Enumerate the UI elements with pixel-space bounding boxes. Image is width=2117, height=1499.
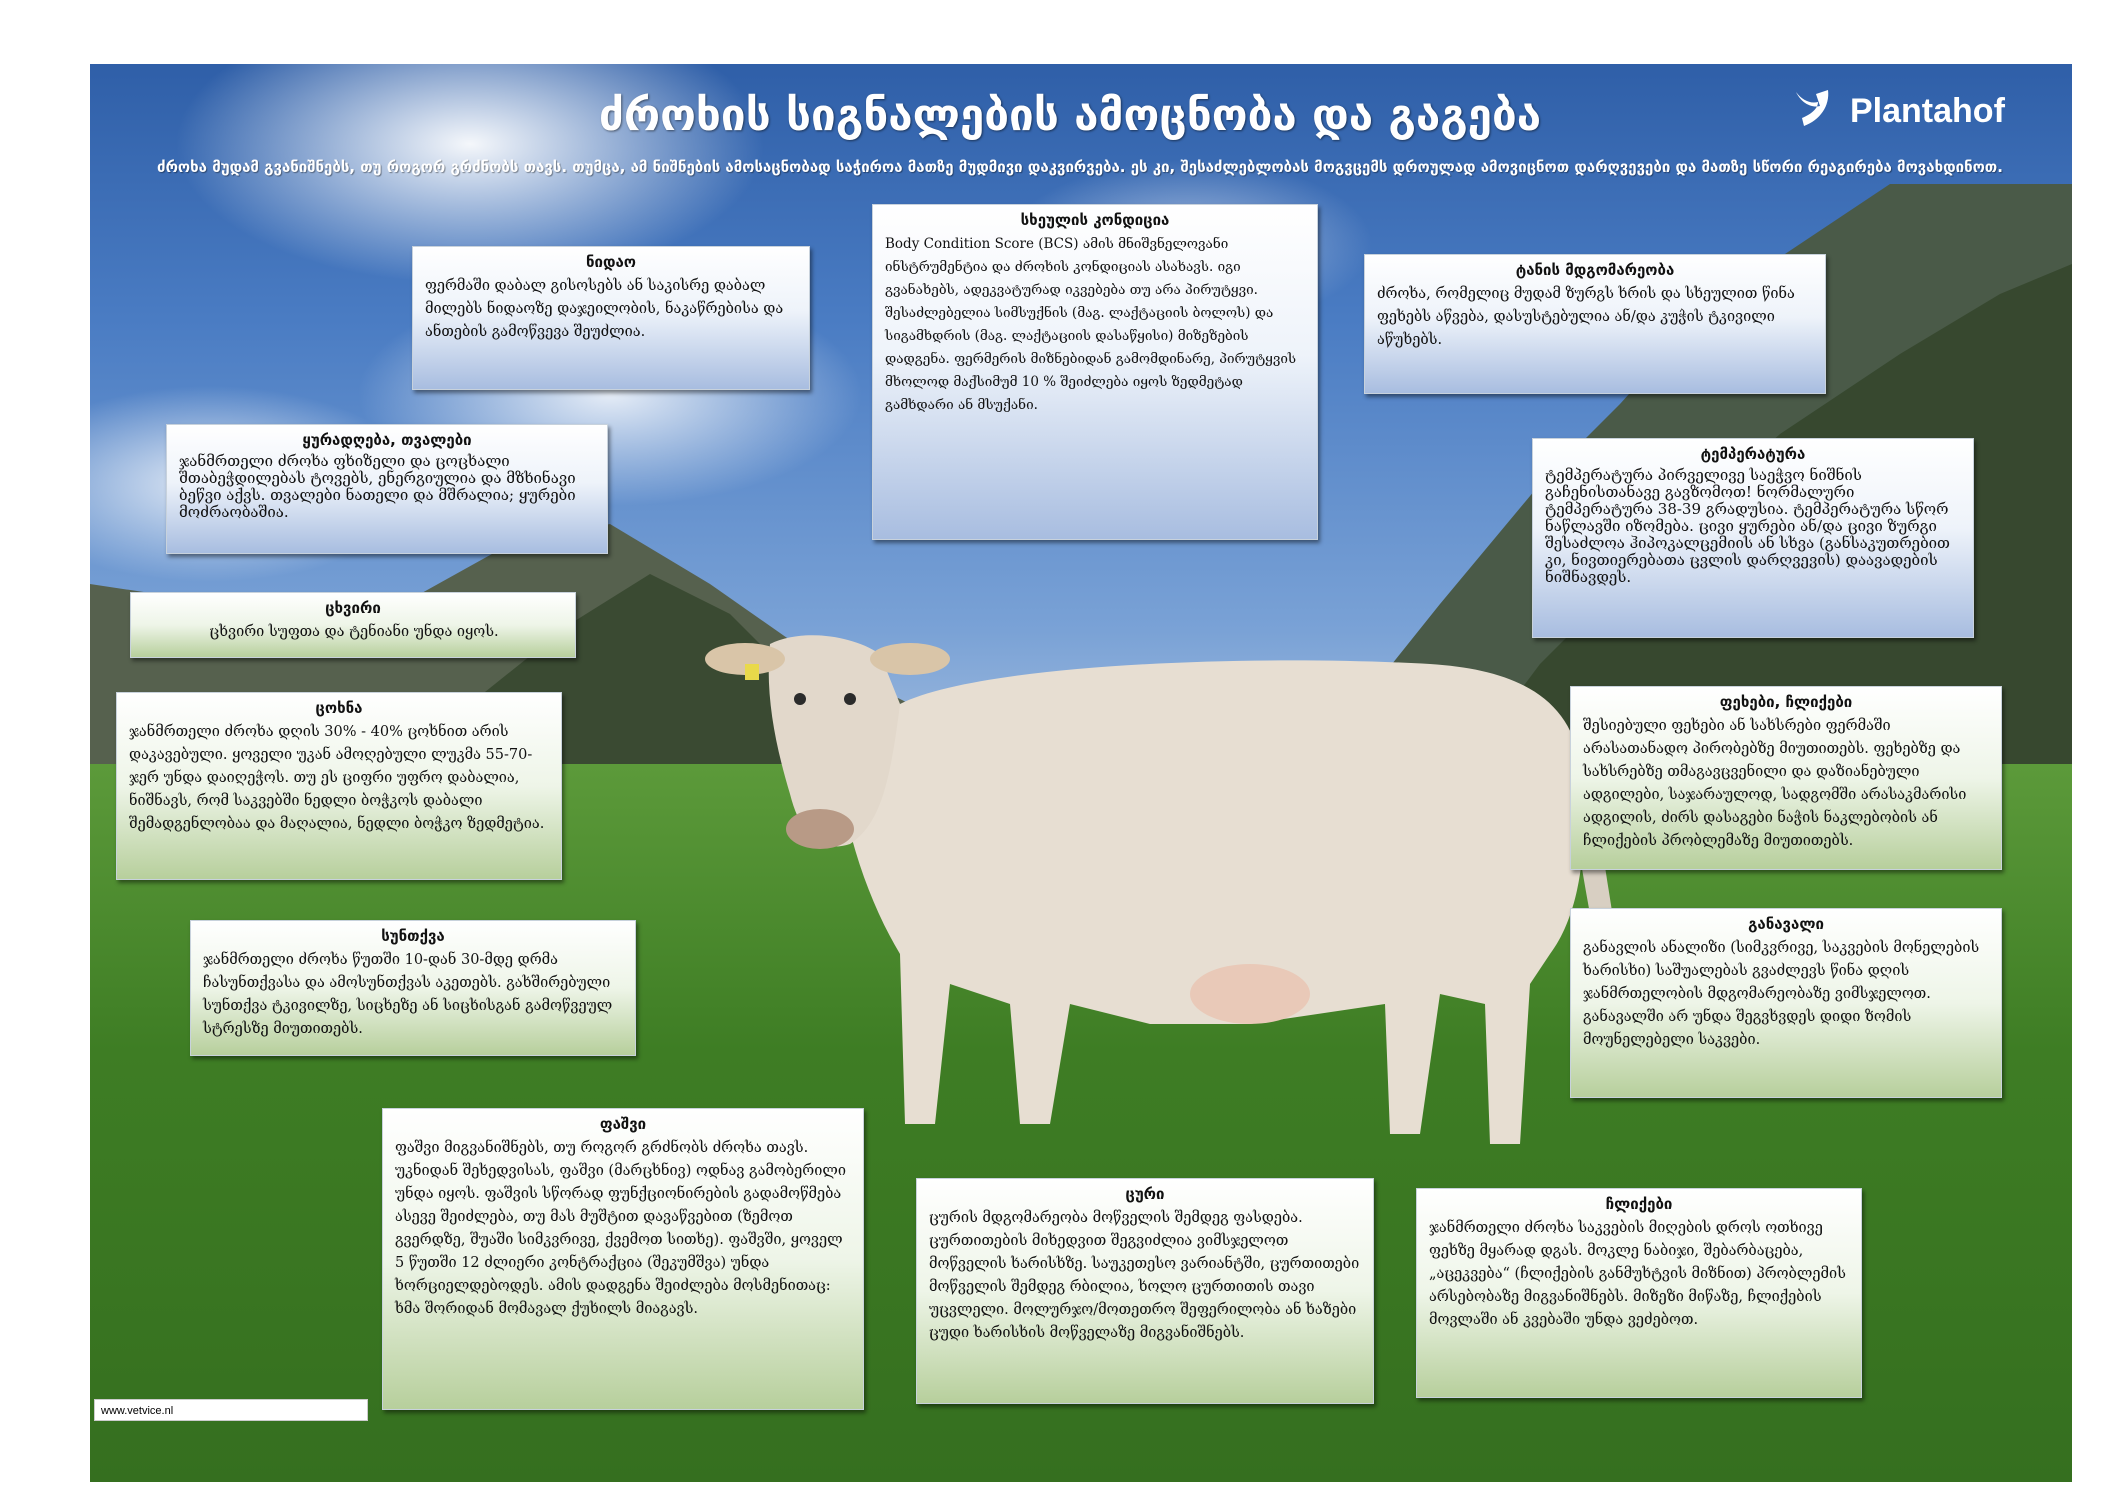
section-bedding: [412, 246, 810, 390]
section-nose: [130, 592, 576, 658]
section-breathing-title: სუნთქვა: [381, 927, 445, 945]
plantahof-logo: [1790, 82, 2030, 142]
section-udder-text: ცურის მდგომარეობა მოწველის შემდეგ ფასდება. ცურთითების მიხედვით შეგვიძლია ვიმსჯელოთ მოწველის ხარისხზე. საუკეთესო ვარიანტში, ცურთითები მოწველის შემდეგ რბილია, ხოლო ცურთითის თავი უცვლელი. მოლურჯო/მოთეთრო შეფერილობა ან ხაზები ცუდი ხარისხის მოწველაზე მიგვანიშნებს.: [929, 1210, 1360, 1341]
section-hooves-title: ჩლიქები: [1605, 1195, 1673, 1213]
section-temperature-title: ტემპერატურა: [1700, 445, 1806, 463]
cow-illustration: [650, 624, 1690, 1184]
section-breathing-text: ჯანმრთელი ძროხა წუთში 10-დან 30-მდე დრმა ჩასუნთქვასა და ამოსუნთქვას აკეთებს. გახშირებული სუნთქვა ტკივილზე, სიცხეზე ან სიცხისგან გამოწვეულ სტრესზე მიუთითებს.: [203, 952, 613, 1037]
section-body-posture: [1364, 254, 1826, 394]
section-body-condition-text: Body Condition Score (BCS) ამის მნიშვნელოვანი ინსტრუმენტია და ძროხის კონდიციას ასახავს. იგი გვანახებს, ადეკვატურად იკვებება თუ არა პირუტყვი. შესაძლებელია სიმსუქნის (მაგ. ლაქტაციის ბოლოს) და სიგამხდრის (მაგ. ლაქტაციის დასაწყისი) მიზეზების დადგენა. ფერმერის მიზნებიდან გამომდინარე, პირუტყვის მხოლოდ მაქსიმუმ 10 % შეიძლება იყოს ზედმეტად გამხდარი ან მსუქანი.: [885, 236, 1297, 413]
section-hooves: [1416, 1188, 1862, 1398]
section-rumen-fill: [382, 1108, 864, 1410]
poster-background: [90, 64, 2072, 1482]
section-bedding-title: ნიდაო: [585, 253, 637, 271]
section-rumen: [116, 692, 562, 880]
plantahof-logo-icon: [1790, 86, 1840, 136]
section-feet-joints-title: ფეხები, ჩლიქები: [1719, 693, 1853, 711]
section-attention-eyes-title: ყურადღება, თვალები: [302, 431, 472, 449]
section-body-posture-text: ძროხა, რომელიც მუდამ ზურგს ხრის და სხეულით წინა ფეხებს აწვება, დასუსტებულია ან/და კუჭის ტკივილი აწუხებს.: [1377, 286, 1795, 348]
logo-name: Plantahof: [1850, 92, 2005, 130]
section-bedding-text: ფერმაში დაბალ გისოსებს ან საკისრე დაბალ მილებს ნიდაოზე დაჯეილობის, ნაკაწრებისა და ანთების გამოწვევა შეუძლია.: [425, 278, 784, 340]
section-rumen-fill-title: ფაშვი: [599, 1115, 647, 1133]
section-nose-text: ცხვირი სუფთა და ტენიანი უნდა იყოს.: [209, 624, 499, 640]
footer-source: www.vetvice.nl: [94, 1399, 368, 1421]
section-nose-title: ცხვირი: [325, 599, 381, 617]
section-manure: [1570, 908, 2002, 1098]
section-temperature-text: ტემპერატურა პირველივე საეჭვო ნიშნის გაჩენისთანავე გავზომოთ! ნორმალური ტემპერატურა 38-39 გრადუსია. ტემპერატურა სწორ ნაწლავში იზომება. ცივი ყურები ან/და ცივი ზურგი შესაძლოა ჰიპოკალცემიის ან სხვა (განსაკუთრებით კი, ნივთიერებათა ცვლის დარღვევის) დაავადების ნიშნავდეს.: [1545, 466, 1950, 586]
section-attention-eyes: [166, 424, 608, 554]
section-hooves-text: ჯანმრთელი ძროხა საკვების მიღების დროს ოთხივე ფეხზე მყარად დგას. მოკლე ნაბიჯი, შებარბაცება, „აცეკვება“ (ჩლიქების განმუხტვის მიზნით) პრობლემის არსებობაზე მიგვანიშნებს. მიზეზი მიწაზე, ჩლიქების მოვლაში ან კვებაში უნდა ვეძებოთ.: [1429, 1220, 1846, 1328]
poster-title: ძროხის სიგნალების ამოცნობა და გაგება: [598, 90, 1542, 141]
section-rumen-title: ცოხნა: [315, 699, 363, 717]
section-manure-text: განავლის ანალიზი (სიმკვრივე, საკვების მონელების ხარისხი) საშუალებას გვაძლევს წინა დღის ჯანმრთელობის მდგომარეობაზე ვიმსჯელოთ. განავალში არ უნდა შეგვხვდეს დიდი ზომის მოუნელებელი საკვები.: [1583, 940, 1980, 1048]
section-feet-joints: [1570, 686, 2002, 870]
section-udder: [916, 1178, 1374, 1404]
section-rumen-fill-text: ფაშვი მიგვანიშნებს, თუ როგორ გრძნობს ძროხა თავს. უკნიდან შეხედვისას, ფაშვი (მარცხნივ) ოდნავ გამობერილი უნდა იყოს. ფაშვის სწორად ფუნქციონირების გადამოწმება ასევე შეიძლება, თუ მას მუშტით დავაწვებით (ზემოთ გვერდზე, შუაში სიმკვრივე, ქვემოთ სითხე). ფაშვში, ყოველ 5 წუთში 12 ძლიერი კონტრაქცია (შეკუმშვა) უნდა ხორციელდებოდეს. ამის დადგენა შეიძლება მოსმენითაც: ხმა შორიდან მომავალ ქუხილს მიაგავს.: [395, 1140, 846, 1317]
section-body-condition-title: სხეულის კონდიცია: [1020, 211, 1170, 229]
section-temperature: [1532, 438, 1974, 638]
section-manure-title: განავალი: [1748, 915, 1824, 933]
section-body-posture-title: ტანის მდგომარეობა: [1515, 261, 1675, 279]
section-body-condition: [872, 204, 1318, 540]
section-feet-joints-text: შესიებული ფეხები ან სახსრები ფერმაში არასათანადო პირობებზე მიუთითებს. ფეხებზე და სახსრებზე თმაგავცვენილი და დაზიანებული ადგილები, საჯარაულოდ, სადგომში არასაკმარისი ადგილის, ძირს დასაგები ნაჭის ნაკლებობის ან ჩლიქების პრობლემაზე მიუთითებს.: [1583, 718, 1967, 849]
section-udder-title: ცური: [1125, 1185, 1165, 1203]
section-breathing: [190, 920, 636, 1056]
section-rumen-text: ჯანმრთელი ძროხა დღის 30% - 40% ცოხნით არის დაკავებული. ყოველი უკან ამოღებული ლუკმა 55-70-ჯერ უნდა დაიღეჭოს. თუ ეს ციფრი უფრო დაბალია, ნიშნავს, რომ საკვებში ნედლი ბოჭკოს დაბალი შემადგენლობაა და მაღალია, ნედლი ბოჭკო ზედმეტია.: [129, 724, 545, 832]
poster-intro: ძროხა მუდამ გვანიშნებს, თუ როგორ გრძნობს თავს. თუმცა, ამ ნიშნების ამოსაცნობად საჭიროა მათზე მუდმივი დაკვირვება. ეს კი, შესაძლებლობას მოგვცემს დროულად ამოვიცნოთ დარღვევები და მათზე სწორი რეაგირება მოვახდინოთ.: [157, 158, 2003, 176]
section-attention-eyes-text: ჯანმრთელი ძროხა ფხიზელი და ცოცხალი შთაბეჭდილებას ტოვებს, ენერგიულია და მზხინავი ბეწვი აქვს. თვალები ნათელი და მშრალია; ყურები მოძრაობაშია.: [179, 452, 576, 521]
